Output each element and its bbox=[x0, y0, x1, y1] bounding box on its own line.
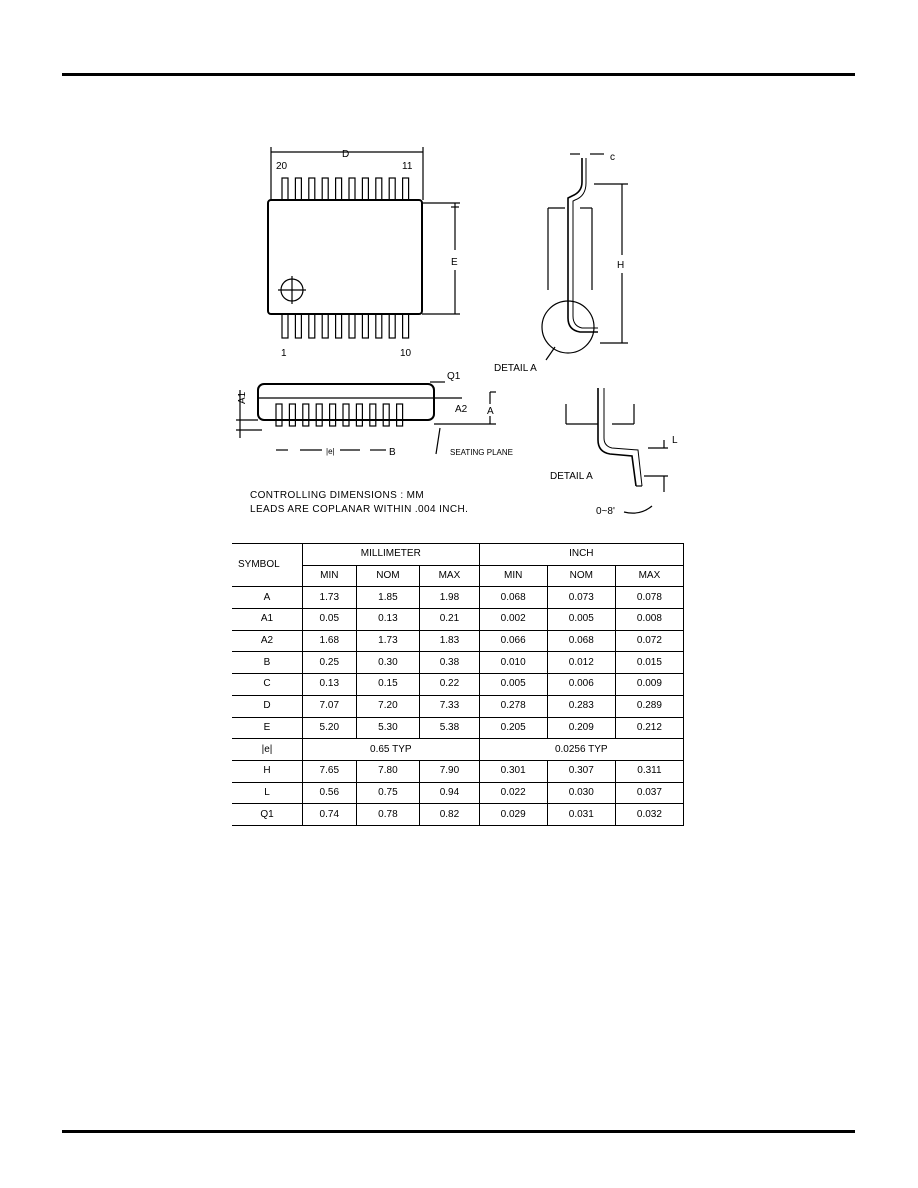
label-detail-a: DETAIL A bbox=[550, 471, 593, 482]
subheader-in-nom: NOM bbox=[547, 565, 615, 587]
label-pin-1: 1 bbox=[281, 348, 287, 359]
side-lead bbox=[383, 404, 389, 426]
label-q1: Q1 bbox=[447, 371, 461, 382]
value-cell: 5.20 bbox=[303, 717, 357, 739]
side-lead bbox=[370, 404, 376, 426]
table-row bbox=[232, 587, 684, 609]
package-body bbox=[268, 200, 422, 314]
top-lead bbox=[295, 178, 301, 200]
top-lead bbox=[389, 178, 395, 200]
value-cell: 0.301 bbox=[479, 760, 547, 782]
value-cell: 0.006 bbox=[547, 674, 615, 696]
value-cell: 1.83 bbox=[420, 630, 479, 652]
bottom-lead bbox=[403, 314, 409, 338]
table-row bbox=[232, 674, 684, 696]
value-cell: 0.005 bbox=[479, 674, 547, 696]
value-cell: 0.22 bbox=[420, 674, 479, 696]
value-cell: 0.38 bbox=[420, 652, 479, 674]
value-cell: 0.289 bbox=[615, 695, 683, 717]
detail-a-view bbox=[566, 388, 668, 513]
value-cell: 0.78 bbox=[356, 804, 420, 826]
label-detail-a-end: DETAIL A bbox=[494, 363, 537, 374]
value-cell: 0.068 bbox=[479, 587, 547, 609]
value-cell: 0.010 bbox=[479, 652, 547, 674]
value-cell: 7.80 bbox=[356, 760, 420, 782]
label-d: D bbox=[342, 149, 350, 160]
symbol-cell: A1 bbox=[232, 609, 303, 631]
side-leads bbox=[276, 404, 403, 426]
side-body bbox=[258, 384, 434, 420]
top-lead bbox=[349, 178, 355, 200]
value-cell: 0.015 bbox=[615, 652, 683, 674]
dimension-table bbox=[232, 543, 684, 826]
symbol-cell: H bbox=[232, 760, 303, 782]
value-cell: 0.15 bbox=[356, 674, 420, 696]
footer-rule bbox=[62, 1130, 855, 1133]
value-cell: 0.009 bbox=[615, 674, 683, 696]
value-cell: 1.68 bbox=[303, 630, 357, 652]
bottom-lead bbox=[389, 314, 395, 338]
value-cell: 0.068 bbox=[547, 630, 615, 652]
table-row bbox=[232, 695, 684, 717]
value-cell: 0.25 bbox=[303, 652, 357, 674]
label-seating-plane: SEATING PLANE bbox=[450, 448, 513, 457]
table-row bbox=[232, 717, 684, 739]
value-cell: 0.002 bbox=[479, 609, 547, 631]
millimeter-header: MILLIMETER bbox=[303, 544, 480, 566]
table-header-row bbox=[232, 544, 684, 566]
top-lead bbox=[282, 178, 288, 200]
value-cell: 1.73 bbox=[303, 587, 357, 609]
label-l: L bbox=[672, 435, 678, 446]
note-coplanar: LEADS ARE COPLANAR WITHIN .004 INCH. bbox=[250, 504, 469, 515]
side-lead bbox=[343, 404, 349, 426]
inch-header: INCH bbox=[479, 544, 683, 566]
subheader-mm-nom: NOM bbox=[356, 565, 420, 587]
bottom-lead bbox=[309, 314, 315, 338]
top-lead bbox=[336, 178, 342, 200]
value-cell: 7.65 bbox=[303, 760, 357, 782]
bottom-lead bbox=[295, 314, 301, 338]
bottom-leads bbox=[282, 314, 409, 338]
side-lead bbox=[356, 404, 362, 426]
value-cell: 0.278 bbox=[479, 695, 547, 717]
label-pin-20: 20 bbox=[276, 161, 288, 172]
value-cell: 0.94 bbox=[420, 782, 479, 804]
top-lead bbox=[362, 178, 368, 200]
bottom-lead bbox=[322, 314, 328, 338]
side-lead bbox=[316, 404, 322, 426]
typ-inch-cell: 0.0256 TYP bbox=[479, 739, 683, 761]
top-lead bbox=[309, 178, 315, 200]
top-lead bbox=[403, 178, 409, 200]
subheader-in-max: MAX bbox=[615, 565, 683, 587]
value-cell: 1.98 bbox=[420, 587, 479, 609]
table-row bbox=[232, 652, 684, 674]
value-cell: 7.20 bbox=[356, 695, 420, 717]
value-cell: 5.30 bbox=[356, 717, 420, 739]
end-view bbox=[542, 154, 628, 360]
value-cell: 0.030 bbox=[547, 782, 615, 804]
bottom-lead bbox=[362, 314, 368, 338]
symbol-cell: E bbox=[232, 717, 303, 739]
value-cell: 0.21 bbox=[420, 609, 479, 631]
value-cell: 0.56 bbox=[303, 782, 357, 804]
top-leads bbox=[282, 178, 409, 200]
subheader-mm-max: MAX bbox=[420, 565, 479, 587]
symbol-cell: |e| bbox=[232, 739, 303, 761]
subheader-mm-min: MIN bbox=[303, 565, 357, 587]
value-cell: 0.073 bbox=[547, 587, 615, 609]
symbol-cell: A bbox=[232, 587, 303, 609]
typ-mm-cell: 0.65 TYP bbox=[303, 739, 480, 761]
value-cell: 0.029 bbox=[479, 804, 547, 826]
value-cell: 0.205 bbox=[479, 717, 547, 739]
top-lead bbox=[322, 178, 328, 200]
symbol-cell: A2 bbox=[232, 630, 303, 652]
side-view bbox=[236, 382, 496, 454]
symbol-cell: Q1 bbox=[232, 804, 303, 826]
value-cell: 0.066 bbox=[479, 630, 547, 652]
value-cell: 7.90 bbox=[420, 760, 479, 782]
label-c: c bbox=[610, 152, 615, 163]
table-row bbox=[232, 739, 684, 761]
label-pin-11: 11 bbox=[402, 161, 413, 172]
label-a: A bbox=[487, 406, 494, 417]
symbol-cell: L bbox=[232, 782, 303, 804]
top-view bbox=[268, 147, 460, 338]
label-h: H bbox=[617, 260, 625, 271]
table-row bbox=[232, 609, 684, 631]
label-a1: A1 bbox=[237, 391, 248, 404]
value-cell: 0.032 bbox=[615, 804, 683, 826]
value-cell: 0.005 bbox=[547, 609, 615, 631]
table-row bbox=[232, 760, 684, 782]
label-a2: A2 bbox=[455, 404, 468, 415]
value-cell: 0.74 bbox=[303, 804, 357, 826]
value-cell: 7.33 bbox=[420, 695, 479, 717]
value-cell: 0.13 bbox=[356, 609, 420, 631]
bottom-lead bbox=[376, 314, 382, 338]
symbol-cell: B bbox=[232, 652, 303, 674]
value-cell: 1.73 bbox=[356, 630, 420, 652]
bottom-lead bbox=[336, 314, 342, 338]
side-lead bbox=[276, 404, 282, 426]
value-cell: 0.05 bbox=[303, 609, 357, 631]
value-cell: 0.022 bbox=[479, 782, 547, 804]
note-controlling-dimensions: CONTROLLING DIMENSIONS : MM bbox=[250, 490, 425, 501]
value-cell: 0.13 bbox=[303, 674, 357, 696]
label-e-pitch: |e| bbox=[326, 447, 335, 456]
value-cell: 0.30 bbox=[356, 652, 420, 674]
package-outline-drawing bbox=[0, 0, 918, 540]
value-cell: 0.82 bbox=[420, 804, 479, 826]
value-cell: 0.283 bbox=[547, 695, 615, 717]
side-lead bbox=[330, 404, 336, 426]
value-cell: 0.307 bbox=[547, 760, 615, 782]
bottom-lead bbox=[349, 314, 355, 338]
label-pin-10: 10 bbox=[400, 348, 412, 359]
drawing-labels bbox=[237, 149, 678, 517]
symbol-cell: D bbox=[232, 695, 303, 717]
value-cell: 0.209 bbox=[547, 717, 615, 739]
symbol-header: SYMBOL bbox=[232, 544, 303, 587]
symbol-cell: C bbox=[232, 674, 303, 696]
side-lead bbox=[397, 404, 403, 426]
value-cell: 0.078 bbox=[615, 587, 683, 609]
value-cell: 0.008 bbox=[615, 609, 683, 631]
label-e: E bbox=[451, 257, 458, 268]
side-lead bbox=[289, 404, 295, 426]
table-row bbox=[232, 630, 684, 652]
side-lead bbox=[303, 404, 309, 426]
top-lead bbox=[376, 178, 382, 200]
value-cell: 5.38 bbox=[420, 717, 479, 739]
table-row bbox=[232, 804, 684, 826]
subheader-in-min: MIN bbox=[479, 565, 547, 587]
value-cell: 7.07 bbox=[303, 695, 357, 717]
bottom-lead bbox=[282, 314, 288, 338]
label-b: B bbox=[389, 447, 396, 458]
value-cell: 1.85 bbox=[356, 587, 420, 609]
value-cell: 0.212 bbox=[615, 717, 683, 739]
value-cell: 0.037 bbox=[615, 782, 683, 804]
table-row bbox=[232, 782, 684, 804]
value-cell: 0.072 bbox=[615, 630, 683, 652]
value-cell: 0.75 bbox=[356, 782, 420, 804]
value-cell: 0.311 bbox=[615, 760, 683, 782]
value-cell: 0.012 bbox=[547, 652, 615, 674]
value-cell: 0.031 bbox=[547, 804, 615, 826]
label-angle: 0~8' bbox=[596, 506, 615, 517]
